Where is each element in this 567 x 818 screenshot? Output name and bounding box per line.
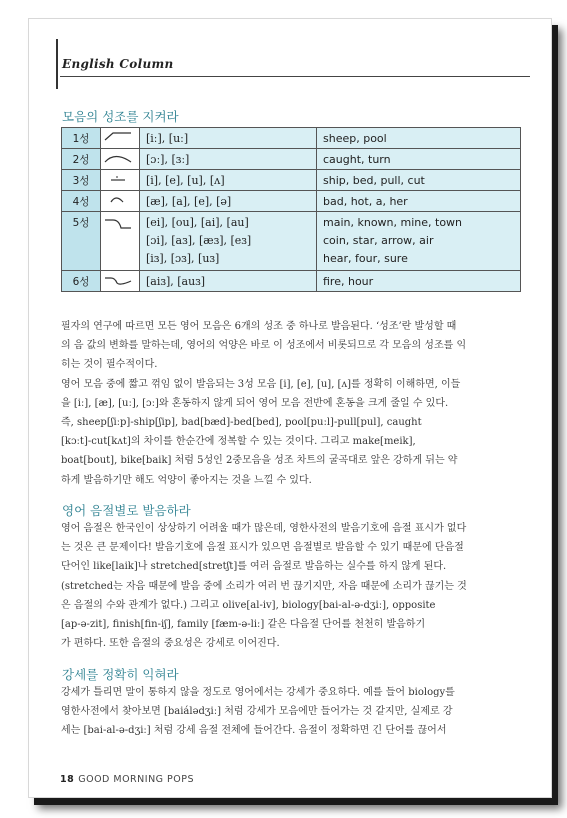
vowel-tone-table bbox=[61, 127, 521, 292]
tone-contour-6-icon bbox=[101, 271, 140, 292]
tone-number: 2성 bbox=[62, 149, 101, 170]
ipa-cell: [iː], [uː] bbox=[140, 128, 317, 149]
text-line: 는 것은 큰 문제이다! 발음기호에 음절 표시가 있으면 음절별로 발음할 수 있기 때문에 단음절 bbox=[61, 542, 464, 554]
text-line: (stretched는 자음 때문에 발음 중에 소리가 여러 번 끊기지만, 자음 때문에 소리가 끊기는 것 bbox=[61, 580, 467, 592]
ipa-cell: [æ], [a], [e], [ə] bbox=[140, 191, 317, 212]
tone-contour-2-icon bbox=[101, 149, 140, 170]
ipa-cell bbox=[140, 212, 317, 271]
text-line: 히는 것이 필수적이다. bbox=[61, 359, 158, 371]
example-words: bad, hot, a, her bbox=[317, 191, 521, 212]
section-title-stress: 강세를 정확히 익혀라 bbox=[62, 667, 179, 682]
words-line: main, known, mine, town bbox=[323, 216, 463, 229]
text-line: 단어인 like[laik]나 stretched[stretʃt]를 여러 음절로 발음하는 실수를 하지 않게 된다. bbox=[61, 561, 447, 573]
tone-number: 1성 bbox=[62, 128, 101, 149]
text-line: 세는 [bai-al-ə-dʒiː] 처럼 강세 음절 전체에 들어간다. 음절이 정확하면 긴 단어를 끊어서 bbox=[61, 725, 447, 737]
page-number: 18 bbox=[60, 774, 75, 785]
text-line: 의 음 값의 변화를 말하는데, 영어의 억양은 바로 이 성조에서 비롯되므로 각 모음의 성조를 익 bbox=[61, 340, 467, 352]
paragraph-syllables bbox=[61, 519, 523, 653]
text-line: 강세가 틀리면 말이 통하지 않을 정도로 영어에서는 강세가 중요하다. 예를 들어 biology를 bbox=[61, 687, 455, 698]
section-title-vowel-tones: 모음의 성조를 지켜라 bbox=[62, 109, 179, 124]
text-line: 즉, sheep[ʃiːp]-ship[ʃip], bad[bæd]-bed[bed], pool[puːl]-pull[pul], caught bbox=[61, 416, 422, 428]
page-footer bbox=[60, 774, 194, 785]
text-line: 하게 발음하기만 해도 억양이 좋아지는 것을 느낄 수 있다. bbox=[61, 474, 312, 486]
magazine-page bbox=[28, 18, 552, 798]
example-words bbox=[317, 212, 521, 271]
example-words: sheep, pool bbox=[317, 128, 521, 149]
tone-number: 6성 bbox=[62, 271, 101, 292]
ipa-cell: [ɔː], [ɜː] bbox=[140, 149, 317, 170]
paragraph-vowel-tones bbox=[61, 317, 523, 490]
ipa-line: [ei], [ou], [ai], [au] bbox=[146, 216, 249, 229]
text-line: 을 [iː], [æ], [uː], [ɔː]와 혼동하지 않게 되어 영어 모음 전반에 혼동을 크게 줄일 수 있다. bbox=[61, 397, 449, 409]
tone-contour-5-icon bbox=[101, 212, 140, 271]
text-line: 영어 모음 중에 짧고 꺾임 없이 발음되는 3성 모음 [i], [e], [u], [ʌ]를 정확히 이해하면, 이들 bbox=[61, 378, 461, 390]
words-line: hear, four, sure bbox=[323, 252, 408, 265]
table-row bbox=[62, 212, 521, 271]
tone-number: 5성 bbox=[62, 212, 101, 271]
ipa-line: [ɔi], [aɜ], [æɜ], [eɜ] bbox=[146, 234, 252, 247]
tone-contour-4-icon bbox=[101, 191, 140, 212]
column-title: English Column bbox=[62, 57, 174, 71]
text-line: 가 편하다. 또한 음절의 중요성은 강세로 이어진다. bbox=[61, 638, 280, 650]
text-line: 영어 음절은 한국인이 상상하기 어려울 때가 많은데, 영한사전의 발음기호에 음절 표시가 없다 bbox=[61, 523, 467, 534]
ipa-line: [iɜ], [ɔɜ], [uɜ] bbox=[146, 252, 220, 265]
text-line: 영한사전에서 찾아보면 [baiálədʒiː] 처럼 강세가 모음에만 들어가는 것 같지만, 실제로 강 bbox=[61, 706, 453, 718]
table-row bbox=[62, 191, 521, 212]
example-words: fire, hour bbox=[317, 271, 521, 292]
header-divider bbox=[60, 76, 530, 77]
section-title-syllables: 영어 음절별로 발음하라 bbox=[62, 503, 191, 518]
table-row bbox=[62, 149, 521, 170]
tone-number: 3성 bbox=[62, 170, 101, 191]
ipa-cell: [i], [e], [u], [ʌ] bbox=[140, 170, 317, 191]
words-line: coin, star, arrow, air bbox=[323, 234, 434, 247]
example-words: ship, bed, pull, cut bbox=[317, 170, 521, 191]
example-words: caught, turn bbox=[317, 149, 521, 170]
text-line: [ap-ə-zit], finish[fin-iʃ], family [fæm-ə-liː] 같은 다음절 단어를 천천히 발음하기 bbox=[61, 618, 426, 630]
table-row bbox=[62, 128, 521, 149]
tone-number: 4성 bbox=[62, 191, 101, 212]
text-line: boat[bout], bike[baik] 처럼 5성인 2중모음을 성조 차트의 굴곡대로 앞은 강하게 뒤는 약 bbox=[61, 455, 458, 467]
paragraph-stress bbox=[61, 683, 523, 741]
magazine-name: GOOD MORNING POPS bbox=[78, 774, 195, 785]
tone-contour-3-icon bbox=[101, 170, 140, 191]
ipa-cell: [aiɜ], [auɜ] bbox=[140, 271, 317, 292]
text-line: 은 음절의 수와 관계가 없다.) 그리고 olive[al-iv], biology[bai-al-ə-dʒiː], opposite bbox=[61, 599, 436, 611]
header-rule bbox=[56, 39, 58, 89]
table-row bbox=[62, 271, 521, 292]
table-row bbox=[62, 170, 521, 191]
text-line: 필자의 연구에 따르면 모든 영어 모음은 6개의 성조 중 하나로 발음된다. ‘성조’란 발성할 때 bbox=[61, 321, 457, 332]
tone-contour-1-icon bbox=[101, 128, 140, 149]
text-line: [kɔːt]-cut[kʌt]의 차이를 한순간에 정복할 수 있는 것이다. 그리고 make[meik], bbox=[61, 436, 416, 448]
